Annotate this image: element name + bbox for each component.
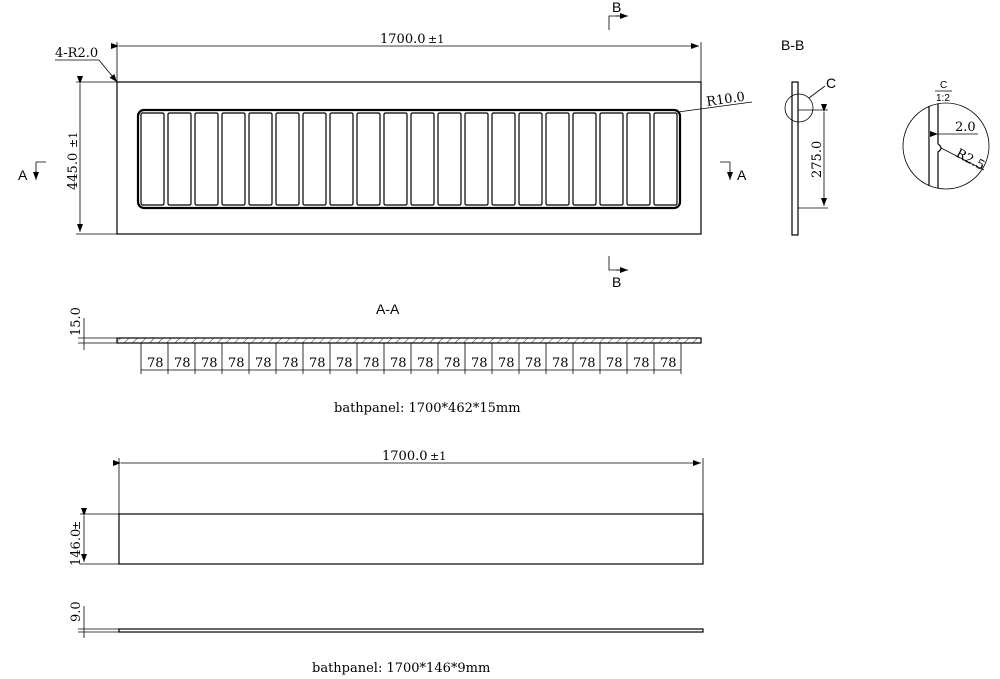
pitch-label: 78: [606, 356, 623, 371]
pitch-label: 78: [525, 356, 542, 371]
section-bb-view: [781, 37, 836, 235]
section-b-bottom-label: B: [612, 274, 622, 290]
pitch-label: 78: [363, 356, 380, 371]
pitch-label: 78: [390, 356, 407, 371]
section-bb-title: B-B: [781, 37, 805, 53]
pitch-label: 78: [255, 356, 272, 371]
detail-c-title: C: [940, 80, 948, 91]
pitch-label: 78: [498, 356, 515, 371]
pitch-label: 78: [228, 356, 245, 371]
bb-dim-label: 275.0: [810, 140, 825, 178]
slot: [141, 113, 164, 205]
detail-c-thickness-label: 2.0: [955, 120, 976, 135]
slot-pitch-dimensions: [141, 343, 681, 374]
detail-c-circle: [903, 103, 989, 189]
panel2-height-tol: ±: [70, 520, 83, 530]
pitch-label: 78: [417, 356, 434, 371]
pitch-label: 78: [660, 356, 677, 371]
slot: [573, 113, 596, 205]
panel2-edge-profile: [119, 629, 703, 632]
section-aa-title: A-A: [376, 301, 400, 317]
slot: [384, 113, 407, 205]
panel2-outline: [119, 514, 703, 564]
slot: [168, 113, 191, 205]
pitch-label: 78: [552, 356, 569, 371]
slot: [654, 113, 677, 205]
pitch-label: 78: [471, 356, 488, 371]
section-a-left-label: A: [18, 167, 28, 183]
pitch-label: 78: [444, 356, 461, 371]
panel2-width-tol: ±1: [430, 450, 447, 463]
slot: [411, 113, 434, 205]
width-dimension-label: 1700.0: [380, 32, 426, 47]
detail-c-radius-label: R2.5: [953, 146, 988, 174]
detail-c-groove: [938, 144, 941, 188]
slot: [330, 113, 353, 205]
slot-frame: [138, 110, 680, 208]
pitch-label: 78: [309, 356, 326, 371]
pitch-label: 78: [201, 356, 218, 371]
slot: [222, 113, 245, 205]
pitch-label: 78: [336, 356, 353, 371]
slot: [438, 113, 461, 205]
section-b-top-marker: [609, 16, 622, 30]
section-a-right-marker: [720, 162, 730, 176]
section-aa-caption: bathpanel: 1700*462*15mm: [334, 401, 521, 416]
slot: [600, 113, 623, 205]
detail-c-marker-label: C: [826, 75, 837, 91]
corner-radius-label: 4-R2.0: [55, 46, 99, 61]
panel2-thickness-label: 9.0: [69, 601, 84, 622]
slot: [492, 113, 515, 205]
pitch-label: 78: [174, 356, 191, 371]
corner-radius-arrow: [99, 60, 117, 82]
panel2-caption: bathpanel: 1700*146*9mm: [312, 661, 491, 676]
height-tolerance-label: ±1: [67, 131, 80, 148]
panel2-height-label: 146.0: [69, 528, 84, 566]
section-aa-view: [69, 301, 701, 416]
slot: [195, 113, 218, 205]
slot: [249, 113, 272, 205]
section-b-bottom-marker: [609, 256, 622, 270]
section-aa-profile: [117, 338, 701, 343]
panel-outline: [117, 82, 701, 234]
slot-group: [141, 113, 677, 205]
section-bb-profile: [792, 82, 798, 235]
slot: [465, 113, 488, 205]
detail-c-scale: 1:2: [936, 93, 950, 104]
slot: [303, 113, 326, 205]
panel2-view: [69, 449, 703, 676]
slot: [627, 113, 650, 205]
slot: [519, 113, 542, 205]
width-tolerance-label: ±1: [428, 33, 445, 46]
slot: [276, 113, 299, 205]
detail-c-marker-circle: [785, 94, 813, 122]
top-view: [18, 0, 752, 290]
pitch-label: 78: [147, 356, 164, 371]
slot-radius-label: R10.0: [705, 89, 746, 110]
slot: [546, 113, 569, 205]
section-a-right-label: A: [737, 167, 747, 183]
panel2-width-label: 1700.0: [382, 449, 428, 464]
section-b-top-label: B: [612, 0, 622, 15]
pitch-label: 78: [282, 356, 299, 371]
pitch-label: 78: [633, 356, 650, 371]
slot: [357, 113, 380, 205]
detail-c-view: [903, 80, 989, 189]
height-dimension-label: 445.0: [66, 152, 81, 190]
detail-c-leader: [809, 86, 825, 98]
pitch-label: 78: [579, 356, 596, 371]
aa-thickness-label: 15.0: [69, 307, 84, 336]
section-a-left-marker: [36, 162, 46, 176]
